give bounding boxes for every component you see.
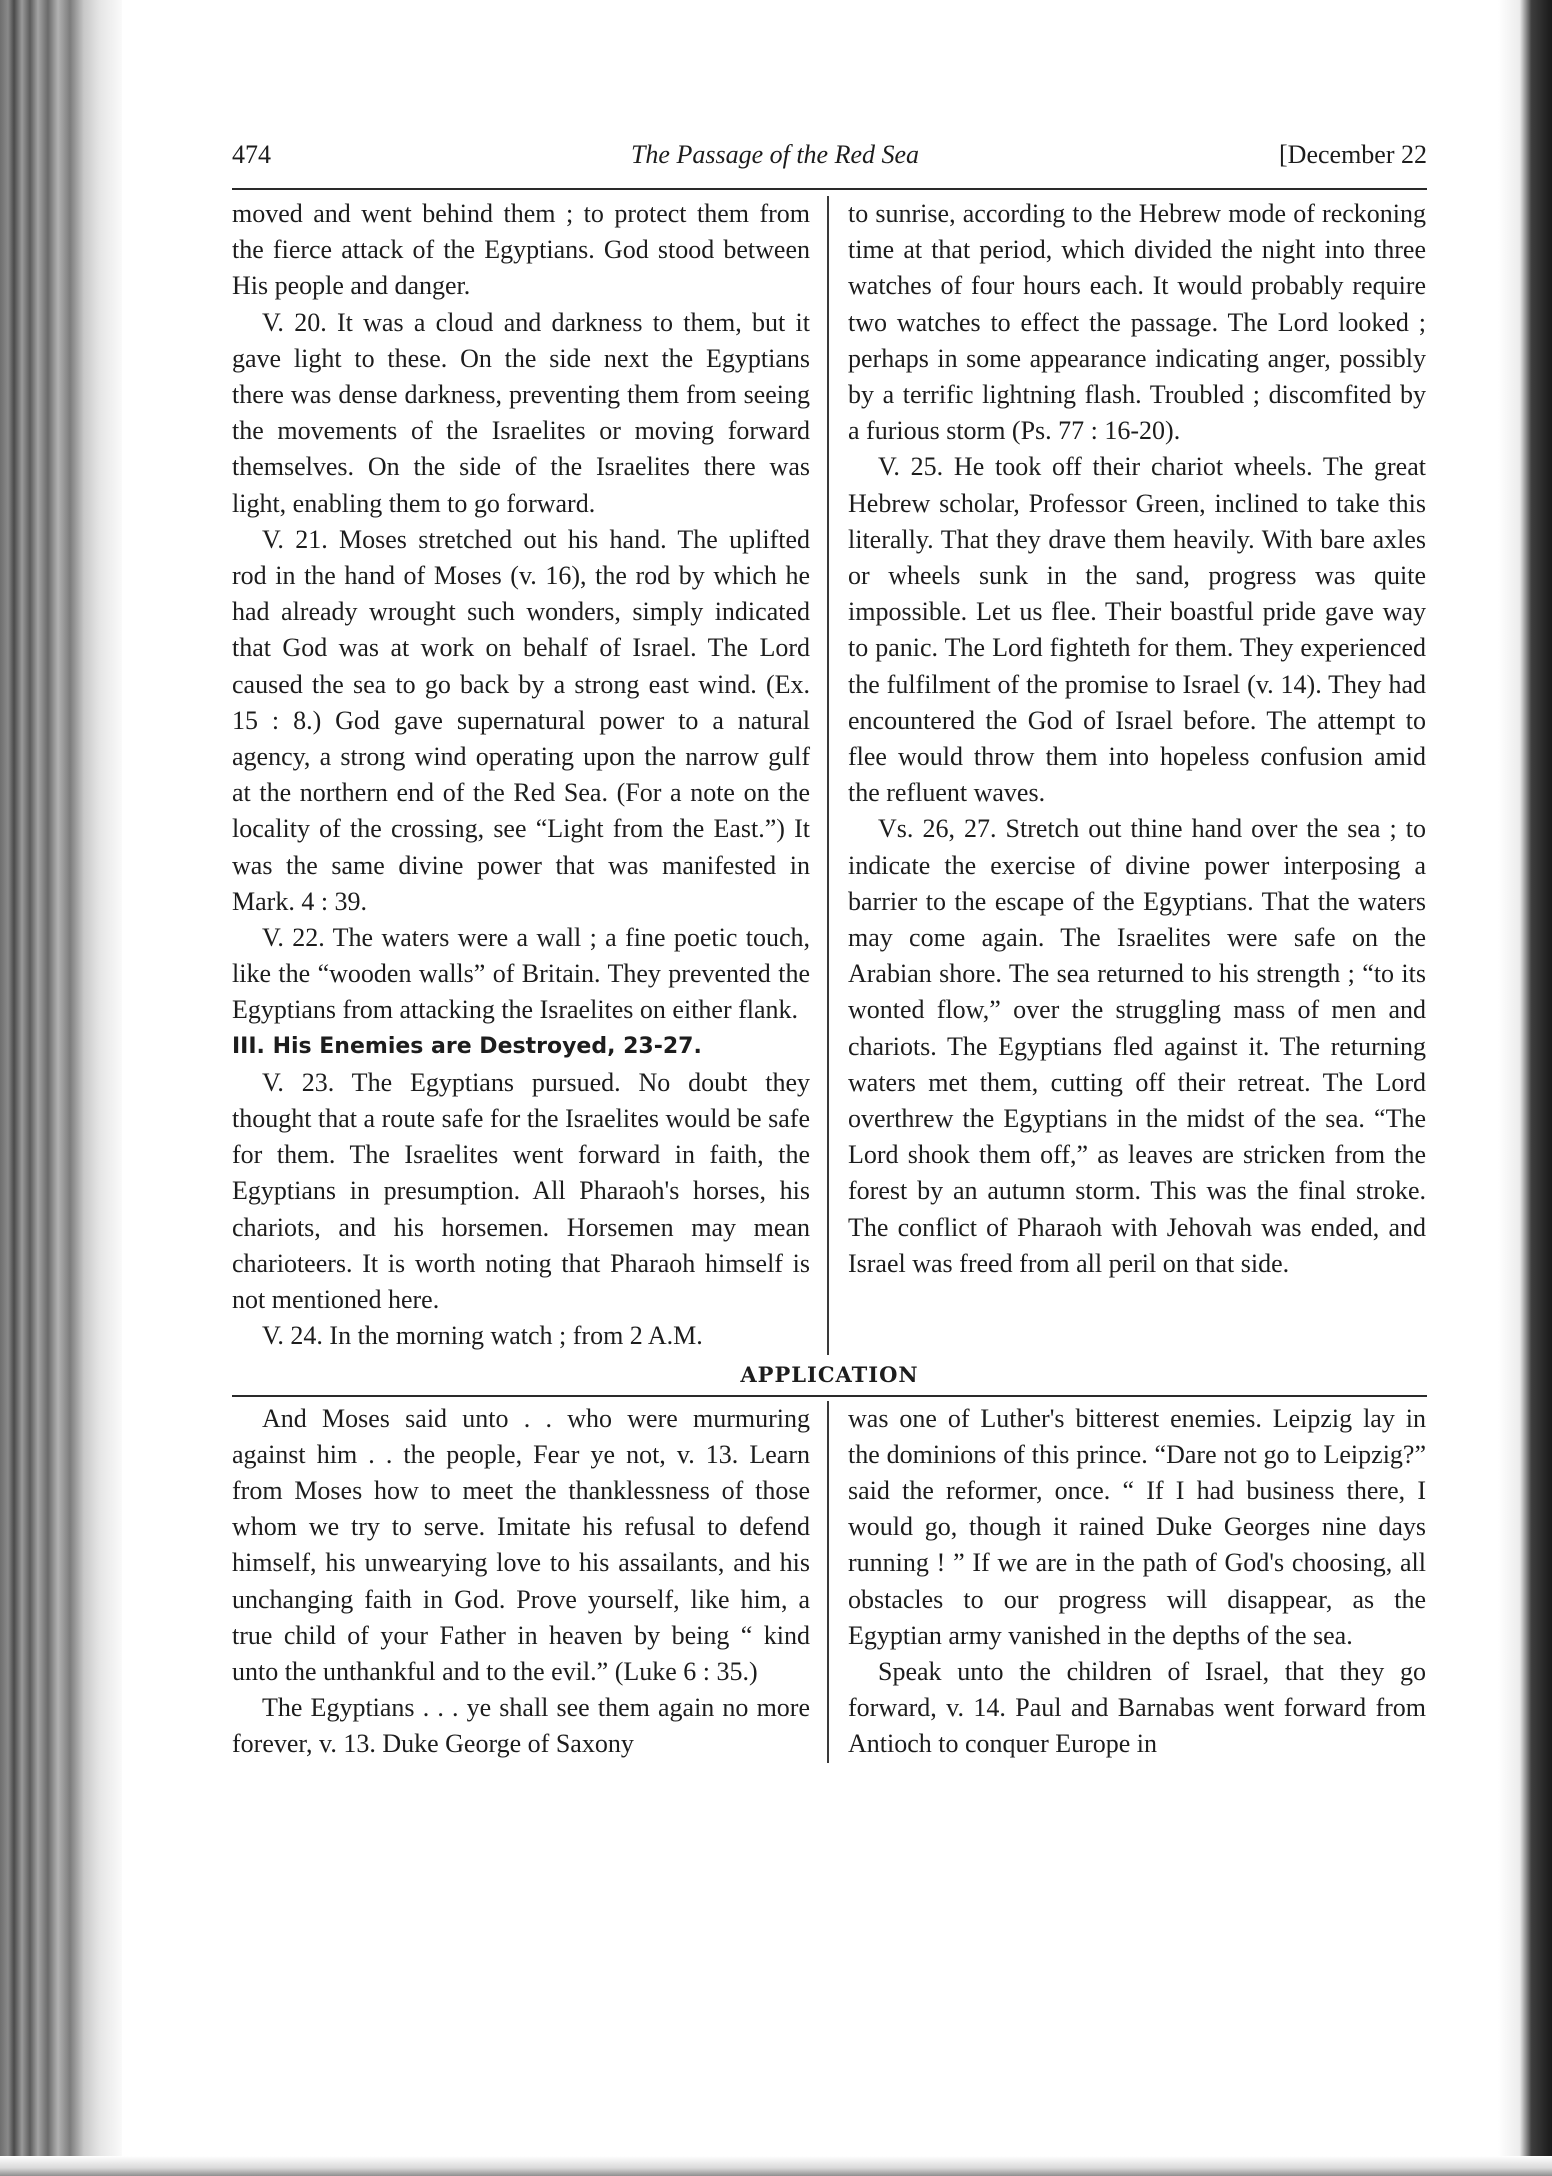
paragraph: V. 21. Moses stretched out his hand. The uplifted rod in the hand of Moses (v. 16), the rod by which he had already wrought such wonders, simply indicated that God was at work on behalf of Israel. The Lord caused the sea to go back by a strong east wind. (Ex. 15 : 8.) God gave supernatural power to a natural agency, a strong wind operating upon the narrow gulf at the northern end of the Red Sea. (For a note on the locality of the crossing, see “Light from the East.”) It was the same divine power that was manifested in Mark. 4 : 39.: [232, 524, 810, 916]
running-title: The Passage of the Red Sea: [630, 140, 920, 169]
paragraph: Speak unto the children of Israel, that they go forward, v. 14. Paul and Barnabas went forward from Antioch to conquer Europe in: [848, 1656, 1426, 1759]
section-heading: III. His Enemies are Destroyed, 23-27.: [232, 1033, 702, 1059]
paragraph: The Egyptians . . . ye shall see them again no more forever, v. 13. Duke George of Saxony: [232, 1693, 810, 1759]
application-columns: [232, 1401, 1427, 1763]
notes-right-column: [829, 196, 1426, 1355]
application-rule: [232, 1395, 1427, 1397]
application-right-column: [829, 1401, 1426, 1763]
application-heading: APPLICATION: [740, 1361, 919, 1387]
page-right-edge: [1498, 0, 1552, 2176]
application-left-column: [232, 1401, 827, 1763]
running-header: [232, 140, 1427, 188]
paragraph: V. 22. The waters were a wall ; a fine poetic touch, like the “wooden walls” of Britain. They prevented the Egyptians from attacking the Israelites on either flank.: [232, 923, 810, 1025]
paragraph: V. 24. In the morning watch ; from 2 A.M.: [262, 1321, 703, 1351]
paragraph: V. 20. It was a cloud and darkness to them, but it gave light to these. On the side next the Egyptians there was dense darkness, preventing them from seeing the movements of the Israelites or moving forward themselves. On the side of the Israelites there was light, enabling them to go forward.: [232, 307, 810, 518]
paragraph: to sunrise, according to the Hebrew mode of reckoning time at that period, which divided the night into three watches of four hours each. It would probably require two watches to effect the passage. The Lord looked ; perhaps in some appearance indicating anger, possibly by a terrific lightning flash. Troubled ; discomfited by a furious storm (Ps. 77 : 16-20).: [848, 199, 1426, 446]
paragraph: was one of Luther's bitterest enemies. Leipzig lay in the dominions of this prince. “Dare not go to Leipzig?” said the reformer, once. “ If I had business there, I would go, though it rained Duke Georges nine days running ! ” If we are in the path of God's choosing, all obstacles to our progress will disappear, as the Egyptian army vanished in the depths of the sea.: [848, 1403, 1426, 1650]
paragraph: V. 23. The Egyptians pursued. No doubt they thought that a route safe for the Israelites would be safe for them. The Israelites went forward in faith, the Egyptians in presumption. All Pharaoh's horses, his chariots, and his horsemen. Horsemen may mean charioteers. It is worth noting that Pharaoh himself is not mentioned here.: [232, 1067, 810, 1315]
page-bottom-edge: [0, 2156, 1552, 2176]
paragraph: V. 25. He took off their chariot wheels. The great Hebrew scholar, Professor Green, inclined to take this literally. That they drave them heavily. With bare axles or wheels sunk in the sand, progress was quite impossible. Let us flee. Their boastful pride gave way to panic. The Lord fighteth for them. They experienced the fulfilment of the promise to Israel (v. 14). They had encountered the God of Israel before. The attempt to flee would throw them into hopeless confusion amid the refluent waves.: [848, 452, 1426, 808]
running-date: [December 22: [1279, 140, 1427, 169]
paragraph: Vs. 26, 27. Stretch out thine hand over the sea ; to indicate the exercise of divine power interposing a barrier to the escape of the Egyptians. That the waters may come again. The Israelites were safe on the Arabian shore. The sea returned to his strength ; “to its wonted flow,” over the struggling mass of men and chariots. The Egyptians fled against it. The returning waters met them, cutting off their retreat. The Lord overthrew the Egyptians in the midst of the sea. “The Lord shook them off,” as leaves are stricken from the forest by an autumn storm. This was the final stroke. The conflict of Pharaoh with Jehovah was ended, and Israel was freed from all peril on that side.: [848, 814, 1426, 1278]
page-number: 474: [232, 140, 271, 169]
book-page: [232, 140, 1427, 1763]
book-binding-edge: [0, 0, 122, 2176]
notes-left-column: [232, 196, 827, 1355]
paragraph: And Moses said unto . . who were murmuring against him . . the people, Fear ye not, v. 13. Learn from Moses how to meet the thanklessness of those whom we try to serve. Imitate his refusal to defend himself, his unwearying love to his assailants, and his unchanging faith in God. Prove yourself, like him, a true child of your Father in heaven by being “ kind unto the unthankful and to the evil.” (Luke 6 : 35.): [232, 1403, 810, 1686]
header-rule: [232, 188, 1427, 190]
notes-columns: [232, 196, 1427, 1355]
paragraph: moved and went behind them ; to protect them from the fierce attack of the Egyptians. God stood between His people and danger.: [232, 199, 810, 301]
